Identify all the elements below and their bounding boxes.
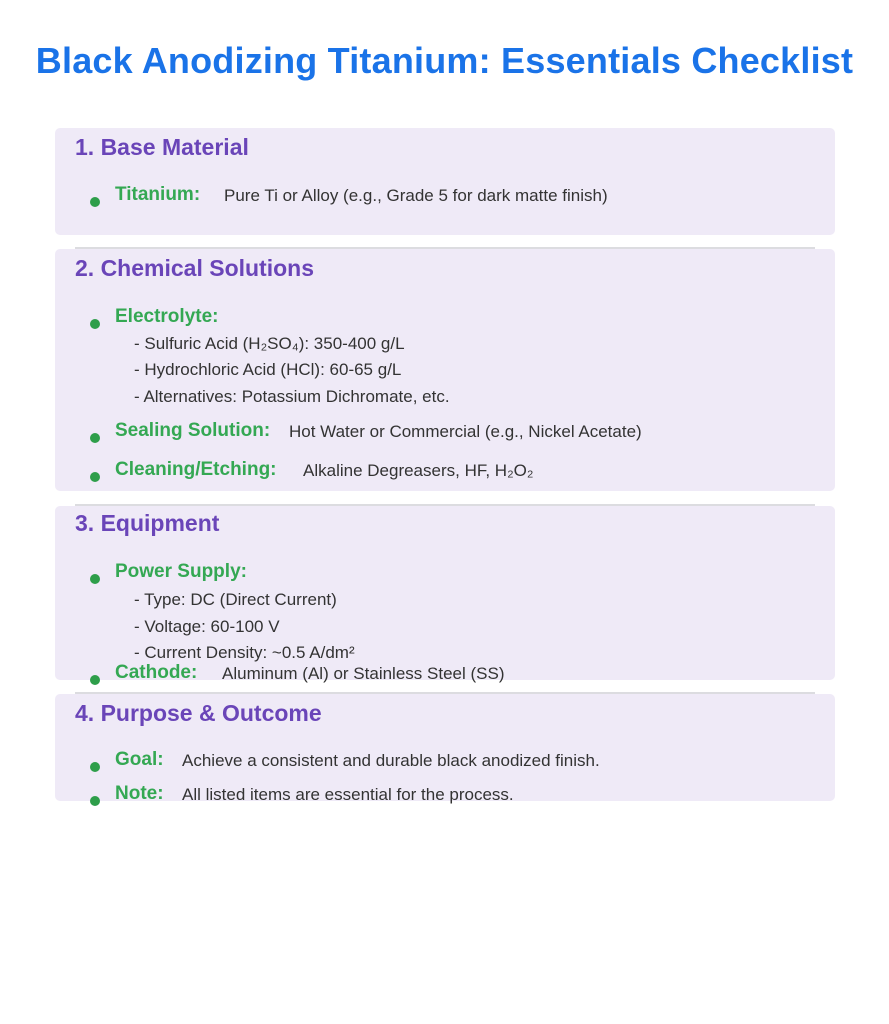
sub-item: - Hydrochloric Acid (HCl): 60-65 g/L [134, 360, 402, 379]
item-label: Titanium: [115, 184, 201, 205]
sub-item: - Voltage: 60-100 V [134, 617, 280, 636]
section-purpose-outcome [55, 694, 835, 804]
bullet-icon [90, 472, 100, 482]
bullet-icon [90, 574, 100, 584]
item-label: Electrolyte: [115, 306, 219, 327]
bullet-icon [90, 762, 100, 772]
bullet-icon [90, 197, 100, 207]
section-chemical-solutions [55, 249, 835, 491]
item-label: Note: [115, 783, 164, 804]
item-value: Alkaline Degreasers, HF, H₂O₂ [303, 461, 534, 480]
item-value: Achieve a consistent and durable black anodized finish. [182, 751, 600, 770]
section-heading: 3. Equipment [75, 510, 220, 536]
item-label: Cathode: [115, 662, 198, 683]
section-base-material [55, 128, 835, 235]
item-label: Power Supply: [115, 561, 247, 582]
section-heading: 2. Chemical Solutions [75, 255, 314, 281]
section-heading: 1. Base Material [75, 134, 249, 160]
sub-item: - Alternatives: Potassium Dichromate, etc. [134, 387, 450, 406]
item-value: Hot Water or Commercial (e.g., Nickel Acetate) [289, 422, 642, 441]
sub-item: - Current Density: ~0.5 A/dm² [134, 643, 355, 662]
sub-item: - Sulfuric Acid (H₂SO₄): 350-400 g/L [134, 334, 405, 353]
sub-item: - Type: DC (Direct Current) [134, 590, 337, 609]
item-value: Aluminum (Al) or Stainless Steel (SS) [222, 664, 505, 683]
item-label: Sealing Solution: [115, 420, 271, 441]
bullet-icon [90, 675, 100, 685]
bullet-icon [90, 433, 100, 443]
page-title: Black Anodizing Titanium: Essentials Checklist [35, 40, 854, 81]
item-label: Goal: [115, 749, 164, 770]
bullet-icon [90, 796, 100, 806]
item-value: All listed items are essential for the process. [182, 785, 514, 804]
section-heading: 4. Purpose & Outcome [75, 700, 322, 726]
item-value: Pure Ti or Alloy (e.g., Grade 5 for dark matte finish) [224, 186, 608, 205]
bullet-icon [90, 319, 100, 329]
item-label: Cleaning/Etching: [115, 459, 277, 480]
section-equipment [55, 506, 835, 683]
